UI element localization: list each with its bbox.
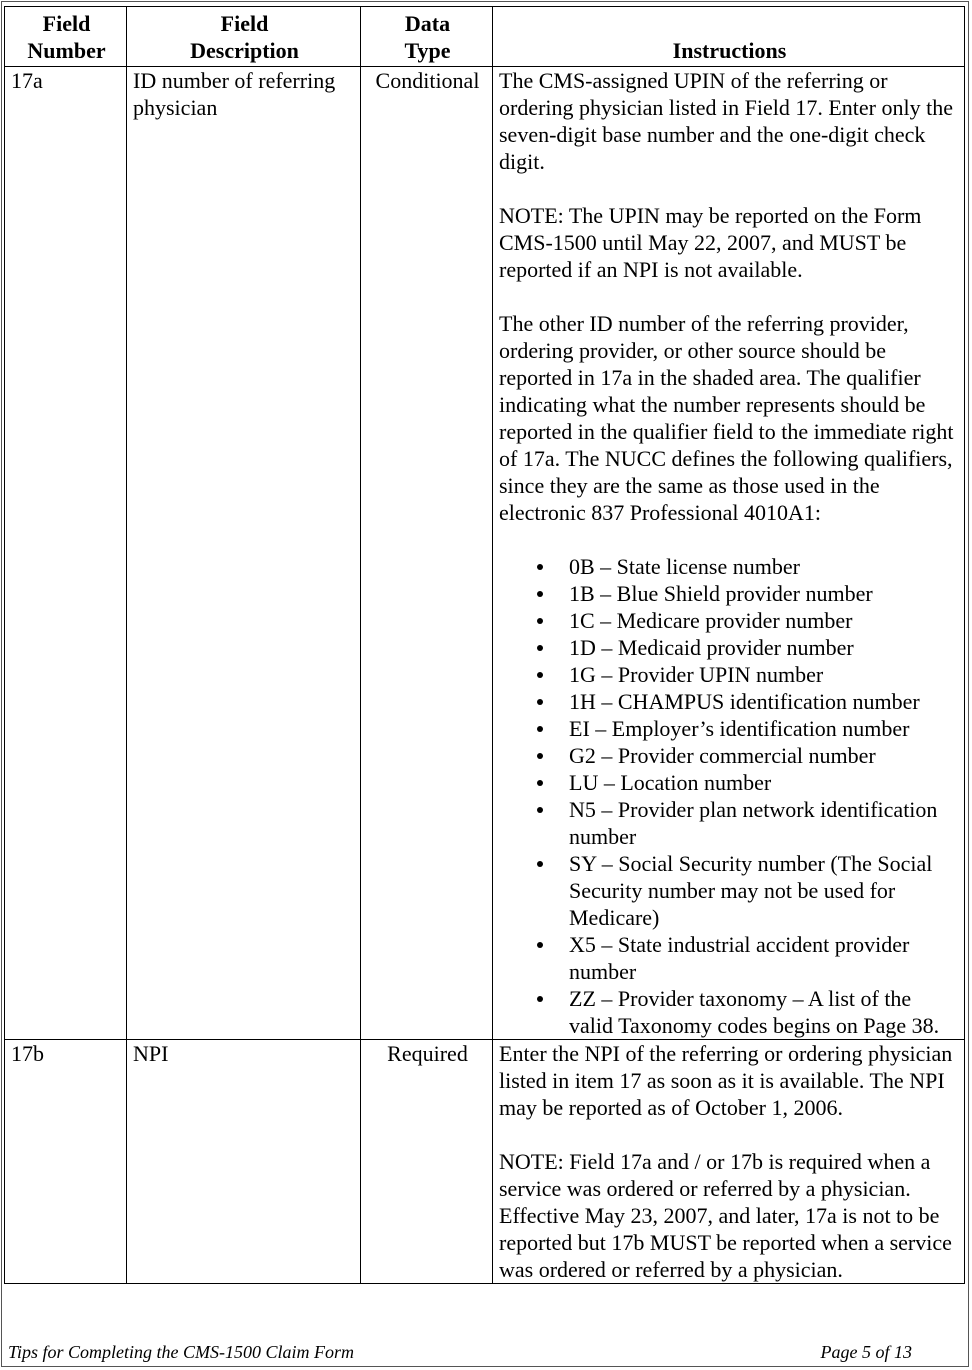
header-instructions — [493, 7, 965, 67]
list-item — [499, 580, 960, 607]
qualifier-text: 1D – Medicaid provider number — [569, 635, 854, 660]
qualifier-text: SY – Social Security number (The Social Security number may not be used for Medicare) — [569, 851, 933, 930]
bullet-icon — [537, 564, 543, 570]
list-item — [499, 661, 960, 688]
bullet-icon — [537, 861, 543, 867]
header-data-type-line1: Data — [404, 11, 451, 36]
list-item — [499, 688, 960, 715]
bullet-icon — [537, 645, 543, 651]
qualifier-text: EI – Employer’s identification number — [569, 716, 910, 741]
cell-instructions — [493, 1040, 965, 1284]
header-field-description — [127, 7, 361, 67]
bullet-icon — [537, 807, 543, 813]
cell-field-description — [127, 67, 361, 1040]
list-item — [499, 742, 960, 769]
footer-page-number: Page 5 of 13 — [820, 1342, 912, 1362]
list-item — [499, 796, 960, 850]
bullet-icon — [537, 996, 543, 1002]
bullet-icon — [537, 672, 543, 678]
qualifier-text: G2 – Provider commercial number — [569, 743, 876, 768]
bullet-icon — [537, 591, 543, 597]
list-item — [499, 931, 960, 985]
bullet-icon — [537, 753, 543, 759]
header-data-type-line2: Type — [404, 38, 451, 63]
cell-field-number: 17a — [5, 67, 127, 1040]
qualifier-text: 1C – Medicare provider number — [569, 608, 853, 633]
list-item — [499, 769, 960, 796]
header-data-type — [361, 7, 493, 67]
cell-data-type: Required — [361, 1040, 493, 1284]
list-item — [499, 553, 960, 580]
header-field-number-line1: Field — [42, 11, 91, 36]
table-row-17a — [5, 67, 965, 1040]
list-item — [499, 715, 960, 742]
list-item — [499, 634, 960, 661]
qualifier-text: 1H – CHAMPUS identification number — [569, 689, 920, 714]
header-field-description-line1: Field — [220, 11, 269, 36]
bullet-icon — [537, 780, 543, 786]
qualifier-text: LU – Location number — [569, 770, 772, 795]
bullet-icon — [537, 726, 543, 732]
table-header-row — [5, 7, 965, 67]
instruction-paragraph: The CMS-assigned UPIN of the referring or ordering physician listed in Field 17. Enter only the seven-digit base number and the one-digit check digit. — [499, 68, 953, 174]
cell-field-description: NPI — [127, 1040, 361, 1284]
cell-instructions — [493, 67, 965, 1040]
list-item — [499, 850, 960, 931]
cell-field-number: 17b — [5, 1040, 127, 1284]
note-paragraph: NOTE: Field 17a and / or 17b is required when a service was ordered or referred by a physician. Effective May 23, 2007, and later, 17a is not to be reported but 17b MUST be reported when a service was ordered or referred by a physician. — [499, 1149, 952, 1282]
header-field-number-line2: Number — [27, 38, 106, 63]
instruction-paragraph: Enter the NPI of the referring or ordering physician listed in item 17 as soon as it is available. The NPI may be reported as of October 1, 2006. — [499, 1041, 953, 1120]
header-instructions-label: Instructions — [672, 38, 787, 63]
table-row-17b — [5, 1040, 965, 1284]
bullet-icon — [537, 699, 543, 705]
header-field-description-line2: Description — [190, 38, 299, 63]
bullet-icon — [537, 942, 543, 948]
footer-title: Tips for Completing the CMS-1500 Claim Form — [8, 1342, 355, 1362]
list-item — [499, 985, 960, 1039]
qualifier-text: ZZ – Provider taxonomy – A list of the valid Taxonomy codes begins on Page 38. — [569, 986, 940, 1038]
qualifier-list — [499, 553, 960, 1039]
description-line2: physician — [133, 95, 218, 120]
qualifier-text: X5 – State industrial accident provider number — [569, 932, 910, 984]
qualifier-text: 1G – Provider UPIN number — [569, 662, 824, 687]
qualifier-text: N5 – Provider plan network identification number — [569, 797, 938, 849]
note-paragraph: NOTE: The UPIN may be reported on the Form CMS-1500 until May 22, 2007, and MUST be reported if an NPI is not available. — [499, 203, 922, 282]
cell-data-type: Conditional — [361, 67, 493, 1040]
qualifier-text: 0B – State license number — [569, 554, 800, 579]
field-instructions-table — [4, 6, 965, 1284]
instruction-paragraph: The other ID number of the referring provider, ordering provider, or other source should be reported in 17a in the shaded area. The qualifier indicating what the number represents should be reported in the qualifier field to the immediate right of 17a. The NUCC defines the following qualifiers, since they are the same as those used in the electronic 837 Professional 4010A1: — [499, 311, 954, 525]
header-field-number — [5, 7, 127, 67]
description-line1: ID number of referring — [133, 68, 336, 93]
list-item — [499, 607, 960, 634]
bullet-icon — [537, 618, 543, 624]
qualifier-text: 1B – Blue Shield provider number — [569, 581, 873, 606]
